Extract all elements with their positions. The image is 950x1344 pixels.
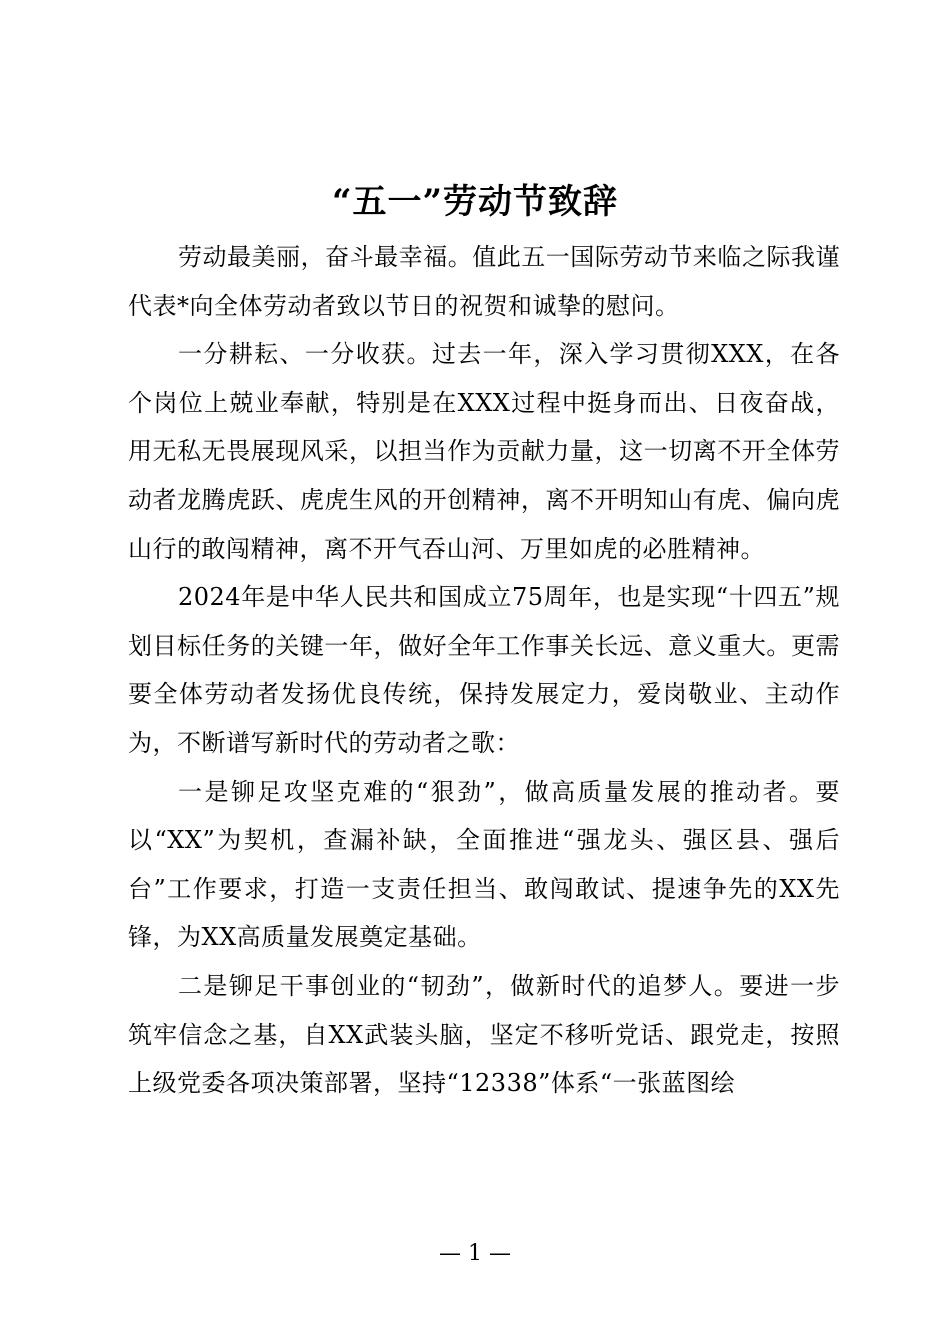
paragraph-review: 一分耕耘、一分收获。过去一年，深入学习贯彻XXX，在各个岗位上兢业奉献，特别是在XXX过程中挺身而出、日夜奋战，用无私无畏展现风采，以担当作为贡献力量，这一切离不开全体劳动者龙腾虎跃、虎虎生风的开创精神，离不开明知山有虎、偏向虎山行的敢闯精神，离不开气吞山河、万里如虎的必胜精神。 [128,340,840,563]
paragraph-2024-goals: 2024年是中华人民共和国成立75周年，也是实现“十四五”规划目标任务的关键一年，做好全年工作事关长远、意义重大。更需要全体劳动者发扬优良传统，保持发展定力，爱岗敬业、主动作为，不断谱写新时代的劳动者之歌： [128,583,840,757]
paragraph-greeting: 劳动最美丽，奋斗最幸福。值此五一国际劳动节来临之际我谨代表*向全体劳动者致以节日的祝贺和诚挚的慰问。 [128,243,840,320]
document-title: “五一”劳动节致辞 [331,182,619,222]
document-body [128,233,840,1108]
paragraph-point-one: 一是铆足攻坚克难的“狠劲”，做高质量发展的推动者。要以“XX”为契机，查漏补缺，全面推进“强龙头、强区县、强后台”工作要求，打造一支责任担当、敢闯敢试、提速争先的XX先锋，为XX高质量发展奠定基础。 [128,777,840,952]
paragraph-point-two: 二是铆足干事创业的“韧劲”，做新时代的追梦人。要进一步筑牢信念之基，自XX武装头脑，坚定不移听党话、跟党走，按照上级党委各项决策部署，坚持“12338”体系“一张蓝图绘 [128,971,840,1098]
page-number: — 1 — [439,1241,511,1266]
